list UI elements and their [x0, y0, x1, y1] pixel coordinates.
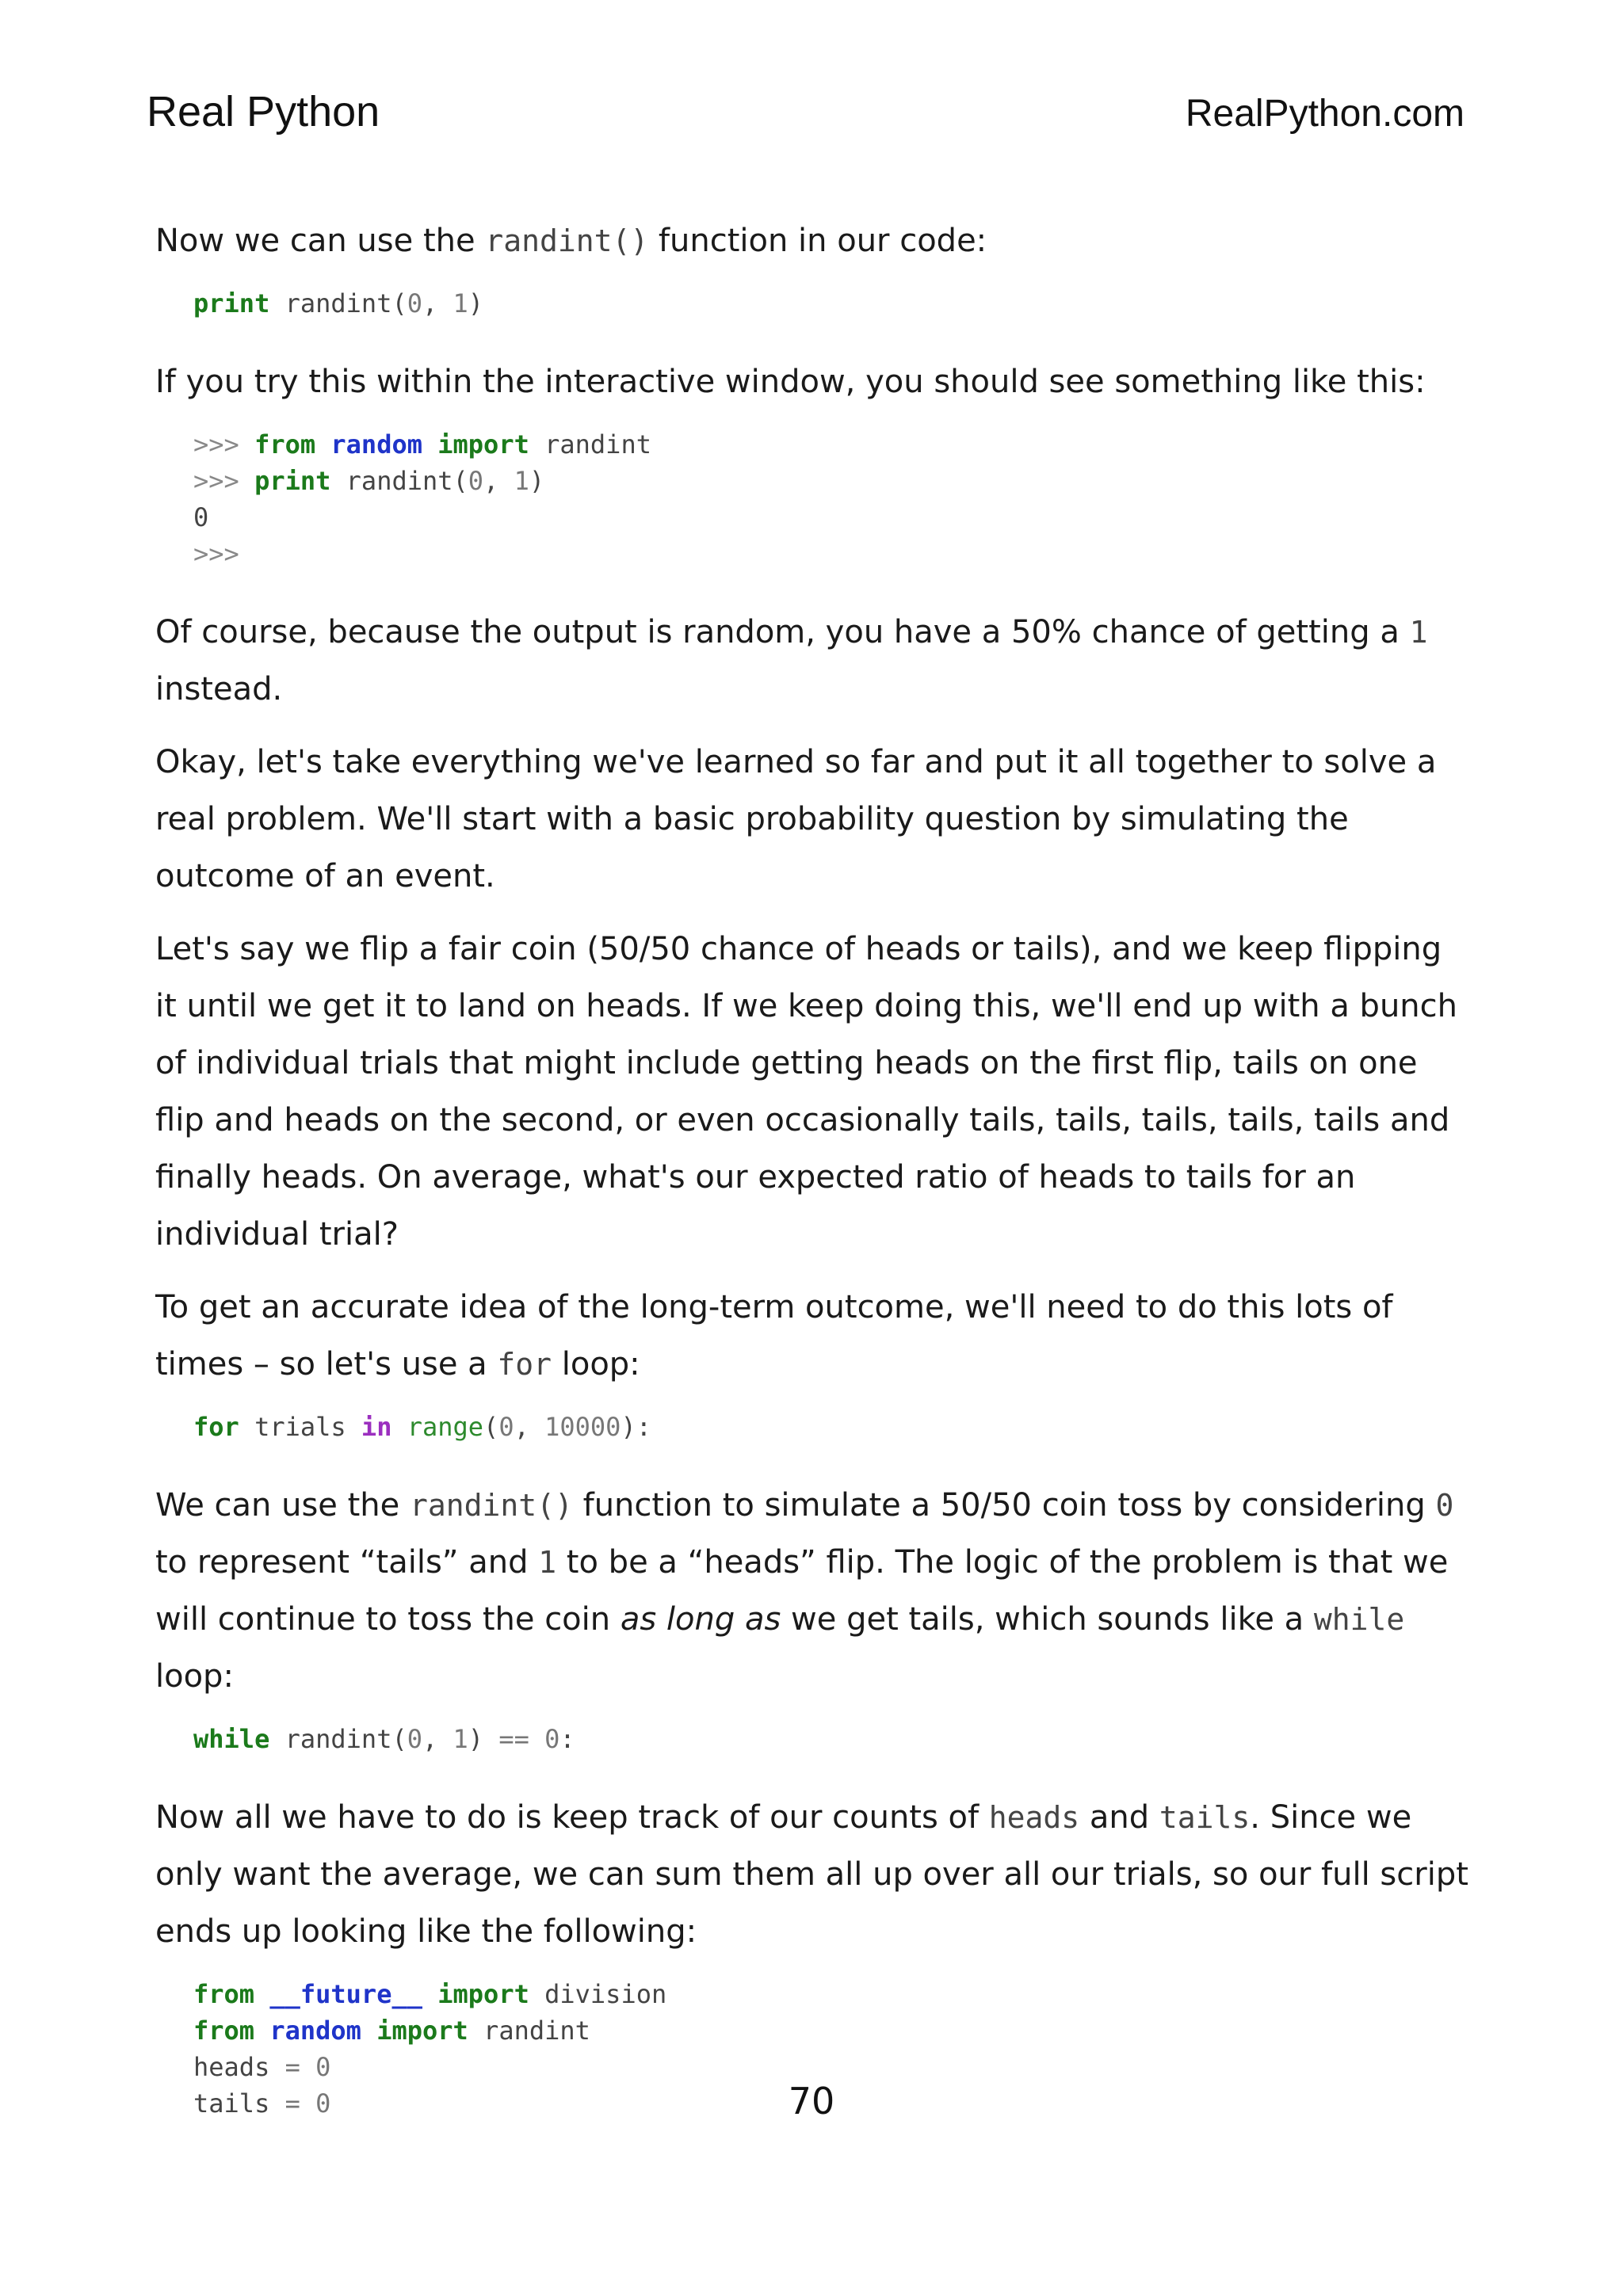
paragraph-7: We can use the randint() function to simulate a 50/50 coin toss by considering 0 to represent “tails” and 1 to be a “heads” flip. The logic of the problem is that we will continue to toss the coin as long as we get tails, which sounds like a while loop:: [155, 1487, 1454, 1695]
page-number: 70: [788, 2080, 835, 2122]
page-content: [155, 212, 1471, 2153]
paragraph-3: Of course, because the output is random, you have a 50% chance of getting a 1 instead.: [155, 614, 1428, 707]
paragraph-5: Let's say we flip a fair coin (50/50 chance of heads or tails), and we keep flipping it until we get it to land on heads. If we keep doing this, we'll end up with a bunch of individual trials that might include getting heads on the first flip, tails on one flip and heads on the second, or even occasionally tails, tails, tails, tails, tails and finally heads. On average, what's our expected ratio of heads to tails for an individual trial?: [155, 931, 1457, 1253]
brand-title: Real Python: [147, 88, 380, 135]
code-block-4: while randint(0, 1) == 0:: [193, 1724, 575, 1754]
inline-code: randint(): [485, 223, 649, 258]
paragraph-2: If you try this within the interactive window, you should see something like this:: [155, 364, 1426, 400]
paragraph-4: Okay, let's take everything we've learned so far and put it all together to solve a real problem. We'll start with a basic probability question by simulating the outcome of an event.: [155, 744, 1437, 894]
code-block-1: print randint(0, 1): [193, 288, 484, 318]
code-block-5: from __future__ import division from random import randint heads = 0 tails = 0: [193, 1979, 667, 2119]
site-url: RealPython.com: [1185, 93, 1465, 135]
paragraph-1: Now we can use the randint() function in our code:: [155, 223, 987, 259]
page-header: [147, 87, 1465, 136]
code-block-2: >>> from random import randint >>> print randint(0, 1) 0 >>>: [193, 429, 651, 569]
paragraph-8: Now all we have to do is keep track of our counts of heads and tails. Since we only want the average, we can sum them all up over all our trials, so our full script ends up looking like the following:: [155, 1799, 1468, 1950]
code-block-3: for trials in range(0, 10000):: [193, 1412, 651, 1442]
paragraph-6: To get an accurate idea of the long-term outcome, we'll need to do this lots of times – so let's use a for loop:: [155, 1289, 1393, 1383]
